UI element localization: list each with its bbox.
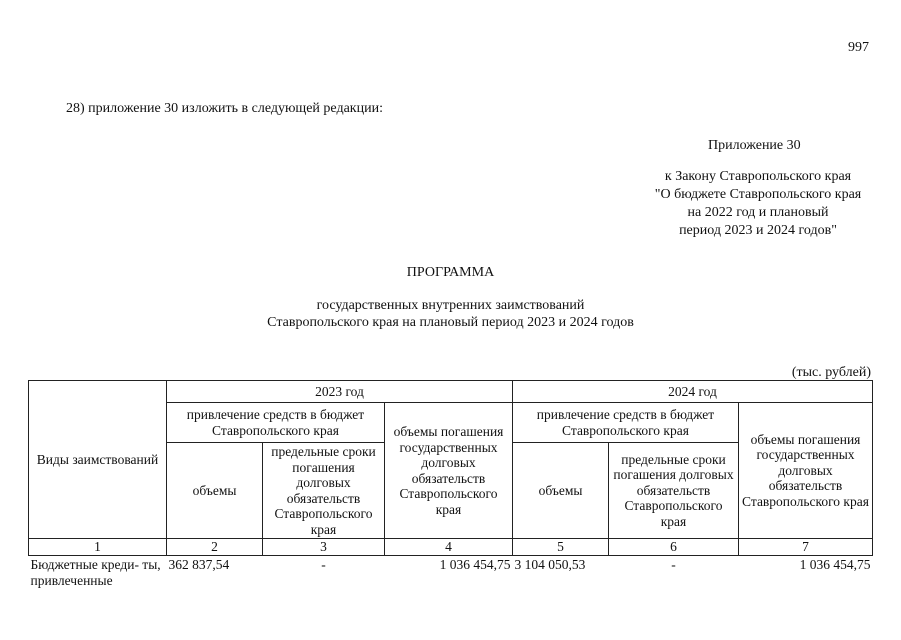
column-number: 2	[167, 539, 263, 556]
header-volumes-2023: объемы	[167, 443, 263, 539]
header-terms-2024: предельные сроки погашения долговых обязательств Ставропольского края	[609, 443, 739, 539]
row-term-2024: -	[671, 557, 676, 572]
row-term-2023: -	[321, 557, 326, 572]
header-year-2024: 2024 год	[513, 381, 873, 403]
header-attraction-2024: привлечение средств в бюджет Ставропольского края	[513, 403, 739, 443]
header-kind: Виды заимствований	[29, 381, 167, 539]
header-volumes-2024: объемы	[513, 443, 609, 539]
subtitle-line: государственных внутренних заимствований	[316, 298, 585, 313]
page-number: 997	[848, 40, 869, 55]
table-row	[29, 556, 873, 590]
column-number: 1	[29, 539, 167, 556]
appendix-title: Приложение 30	[708, 138, 801, 153]
row-repayment-2024: 1 036 454,75	[799, 557, 871, 572]
column-number: 4	[385, 539, 513, 556]
appendix-ref-line: период 2023 и 2024 годов"	[679, 223, 837, 238]
appendix-ref-line: "О бюджете Ставропольского края	[654, 187, 862, 202]
borrowing-program-table	[28, 380, 873, 589]
header-attraction-2023: привлечение средств в бюджет Ставропольского края	[167, 403, 385, 443]
column-number: 6	[609, 539, 739, 556]
row-repayment-2023: 1 036 454,75	[439, 557, 511, 572]
column-number: 7	[739, 539, 873, 556]
column-number: 5	[513, 539, 609, 556]
appendix-reference	[640, 168, 876, 240]
units-label: (тыс. рублей)	[791, 365, 871, 380]
appendix-ref-line: к Закону Ставропольского края	[664, 169, 852, 184]
column-number: 3	[263, 539, 385, 556]
header-repayment-2023: объемы погашения государственных долговых обязательств Ставропольского края	[385, 403, 513, 539]
row-volume-2024: 3 104 050,53	[514, 557, 586, 572]
header-terms-2023: предельные сроки погашения долговых обязательств Ставропольского края	[263, 443, 385, 539]
header-year-2023: 2023 год	[167, 381, 513, 403]
row-kind: Бюджетные креди- ты, привлеченные	[30, 557, 161, 588]
header-repayment-2024: объемы погашения государственных долговых обязательств Ставропольского края	[739, 403, 873, 539]
appendix-ref-line: на 2022 год и плановый	[687, 205, 829, 220]
row-volume-2023: 362 837,54	[168, 557, 230, 572]
subtitle-line: Ставропольского края на плановый период 2023 и 2024 годов	[267, 315, 634, 330]
intro-text: 28) приложение 30 изложить в следующей редакции:	[66, 101, 383, 116]
document-subtitle	[0, 297, 901, 331]
document-title: ПРОГРАММА	[406, 265, 495, 280]
